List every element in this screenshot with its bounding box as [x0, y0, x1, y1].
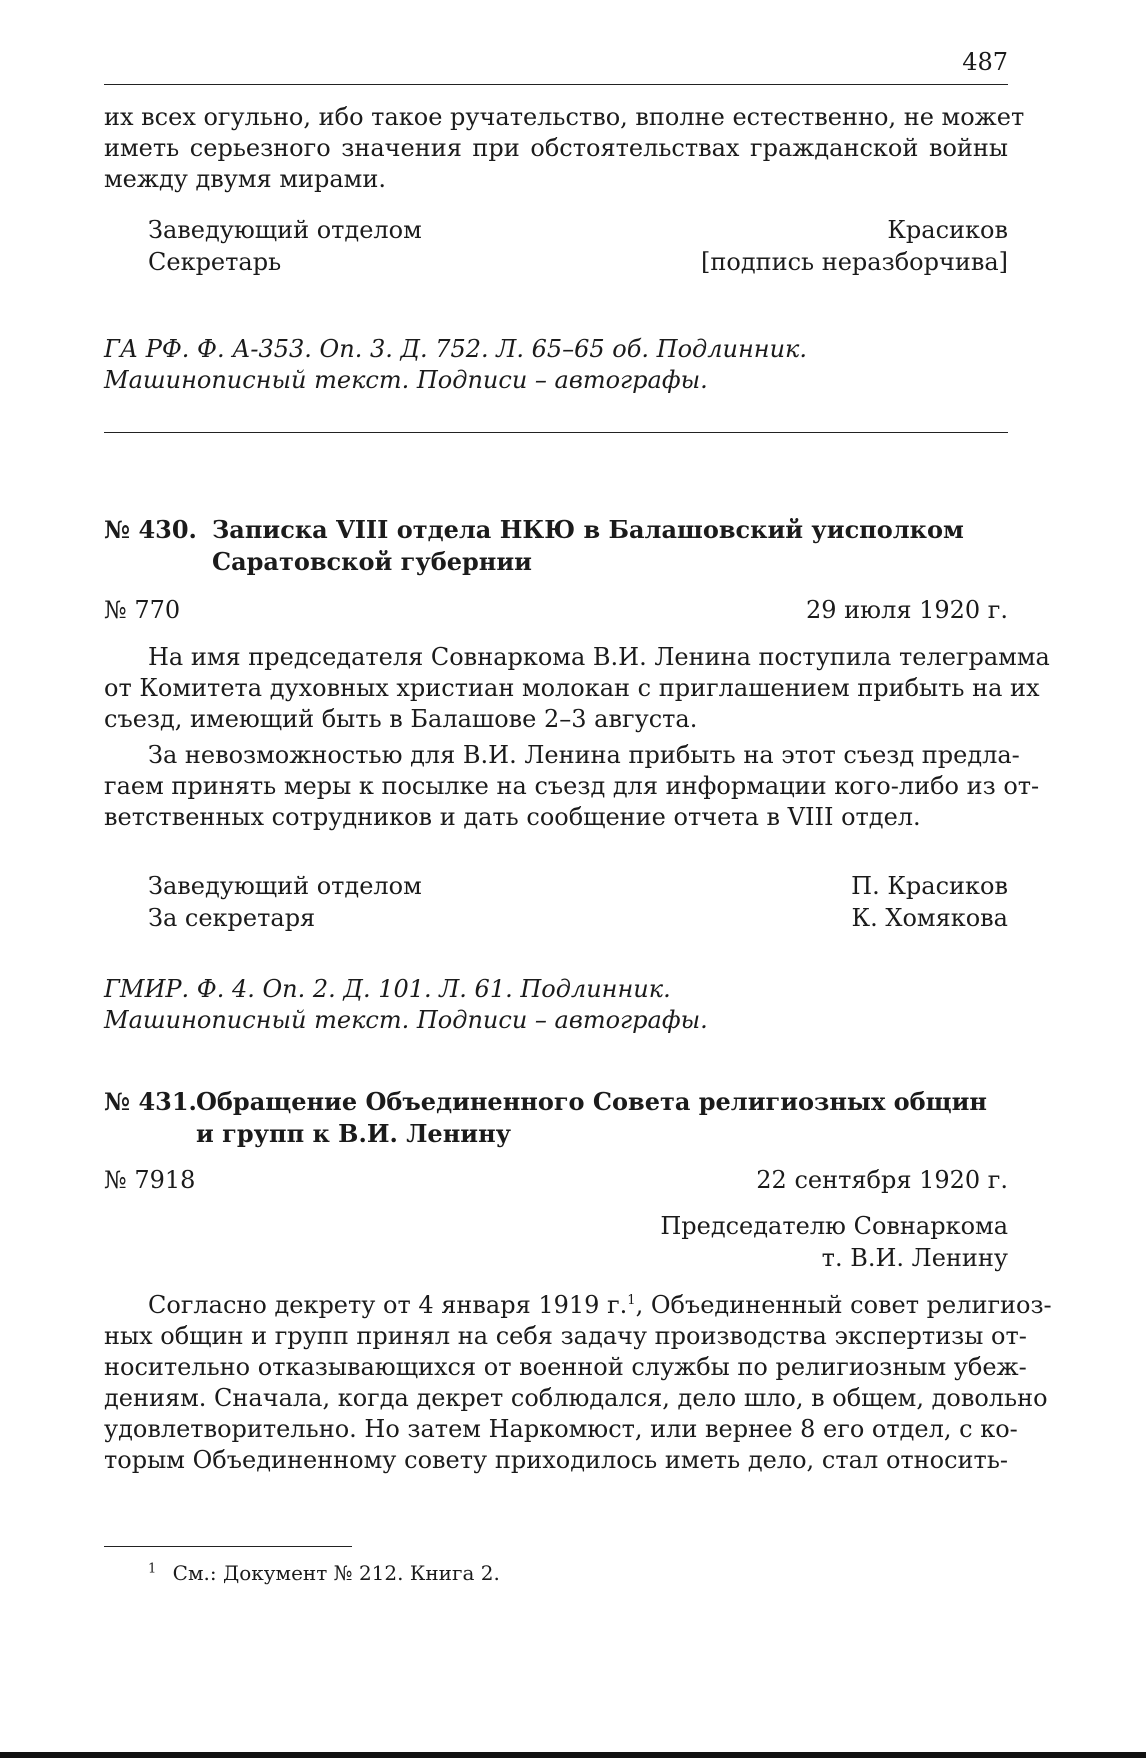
source-line: ГМИР. Ф. 4. Оп. 2. Д. 101. Л. 61. Подлинник. — [104, 975, 671, 1003]
document-ref: № 770 — [104, 596, 181, 624]
text-line: носительно отказывающихся от военной службы по религиозным убеж- — [104, 1353, 1027, 1381]
text-line: На имя председателя Совнаркома В.И. Ленина поступила телеграмма — [148, 643, 1050, 671]
signature-name: П. Красиков — [851, 872, 1008, 900]
text-line: За невозможностью для В.И. Ленина прибыть на этот съезд предла- — [148, 741, 1020, 769]
signature-name: Красиков — [887, 216, 1008, 244]
text-line: ных общин и групп принял на себя задачу производства экспертизы от- — [104, 1322, 1027, 1350]
source-line: ГА РФ. Ф. А-353. Оп. 3. Д. 752. Л. 65–65 об. Подлинник. — [104, 335, 808, 363]
footnote-rule — [104, 1546, 352, 1547]
body-paragraph — [104, 740, 1040, 833]
document-date: 29 июля 1920 г. — [806, 596, 1008, 624]
signature-name: К. Хомякова — [851, 904, 1008, 932]
signature-row — [148, 902, 1008, 934]
title-line: Саратовской губернии — [212, 547, 532, 576]
page-number: 487 — [962, 48, 1008, 76]
text-line: гаем принять меры к посылке на съезд для информации кого-либо из от- — [104, 772, 1040, 800]
text-line: между двумя мирами. — [104, 165, 386, 193]
addressee-line: т. В.И. Ленину — [821, 1244, 1008, 1272]
document-date: 22 сентября 1920 г. — [756, 1166, 1008, 1194]
text-line: торым Объединенному совету приходилось иметь дело, стал относить- — [104, 1446, 1008, 1474]
header-rule — [104, 84, 1008, 85]
title-line: Обращение Объединенного Совета религиозных общин — [196, 1087, 987, 1116]
text-line: съезд, имеющий быть в Балашове 2–3 августа. — [104, 705, 698, 733]
signature-row — [148, 870, 1008, 902]
addressee — [660, 1210, 1008, 1274]
text-fragment: , Объединенный совет религиоз- — [635, 1291, 1052, 1319]
body-paragraph — [104, 1290, 1052, 1476]
document-heading — [104, 1086, 1008, 1150]
document-number: № 430. — [104, 515, 197, 544]
text-line: дениям. Сначала, когда декрет соблюдался, дело шло, в общем, довольно — [104, 1384, 1048, 1412]
page-edge — [0, 1752, 1146, 1758]
document-meta — [104, 1164, 1008, 1196]
source-line: Машинописный текст. Подписи – автографы. — [104, 366, 708, 394]
document-ref: № 7918 — [104, 1166, 196, 1194]
signature-row — [148, 246, 1008, 278]
signature-row — [148, 214, 1008, 246]
archive-source — [104, 974, 1008, 1036]
document-title — [212, 514, 964, 578]
section-rule — [104, 432, 1008, 433]
document-title — [196, 1086, 987, 1150]
title-line: и групп к В.И. Ленину — [196, 1119, 511, 1148]
signature-role: За секретаря — [148, 904, 316, 932]
signature-role: Заведующий отделом — [148, 872, 422, 900]
text-line: ветственных сотрудников и дать сообщение отчета в VIII отдел. — [104, 803, 921, 831]
text-line — [104, 1290, 1052, 1321]
addressee-line: Председателю Совнаркома — [660, 1212, 1008, 1240]
body-paragraph — [104, 642, 1050, 735]
archive-source — [104, 334, 1008, 396]
continuation-paragraph — [104, 102, 1025, 195]
signature-name: [подпись неразборчива] — [701, 248, 1008, 276]
signature-role: Секретарь — [148, 248, 282, 276]
text-fragment: Согласно декрету от 4 января 1919 г. — [148, 1291, 628, 1319]
document-meta — [104, 594, 1008, 626]
title-line: Записка VIII отдела НКЮ в Балашовский уисполком — [212, 515, 964, 544]
footnote-text: См.: Документ № 212. Книга 2. — [172, 1561, 500, 1585]
source-line: Машинописный текст. Подписи – автографы. — [104, 1006, 708, 1034]
document-heading — [104, 514, 1008, 578]
footnote-mark: 1 — [148, 1561, 157, 1577]
footnote-ref[interactable]: 1 — [627, 1293, 636, 1308]
text-line: иметь серьезного значения при обстоятельствах гражданской войны — [104, 134, 1008, 162]
text-line: от Комитета духовных христиан молокан с приглашением прибыть на их — [104, 674, 1040, 702]
footnote — [148, 1560, 500, 1586]
text-line: удовлетворительно. Но затем Наркомюст, или вернее 8 его отдел, с ко- — [104, 1415, 1018, 1443]
signature-role: Заведующий отделом — [148, 216, 422, 244]
document-number: № 431. — [104, 1087, 197, 1116]
text-line: их всех огульно, ибо такое ручательство, вполне естественно, не может — [104, 103, 1025, 131]
